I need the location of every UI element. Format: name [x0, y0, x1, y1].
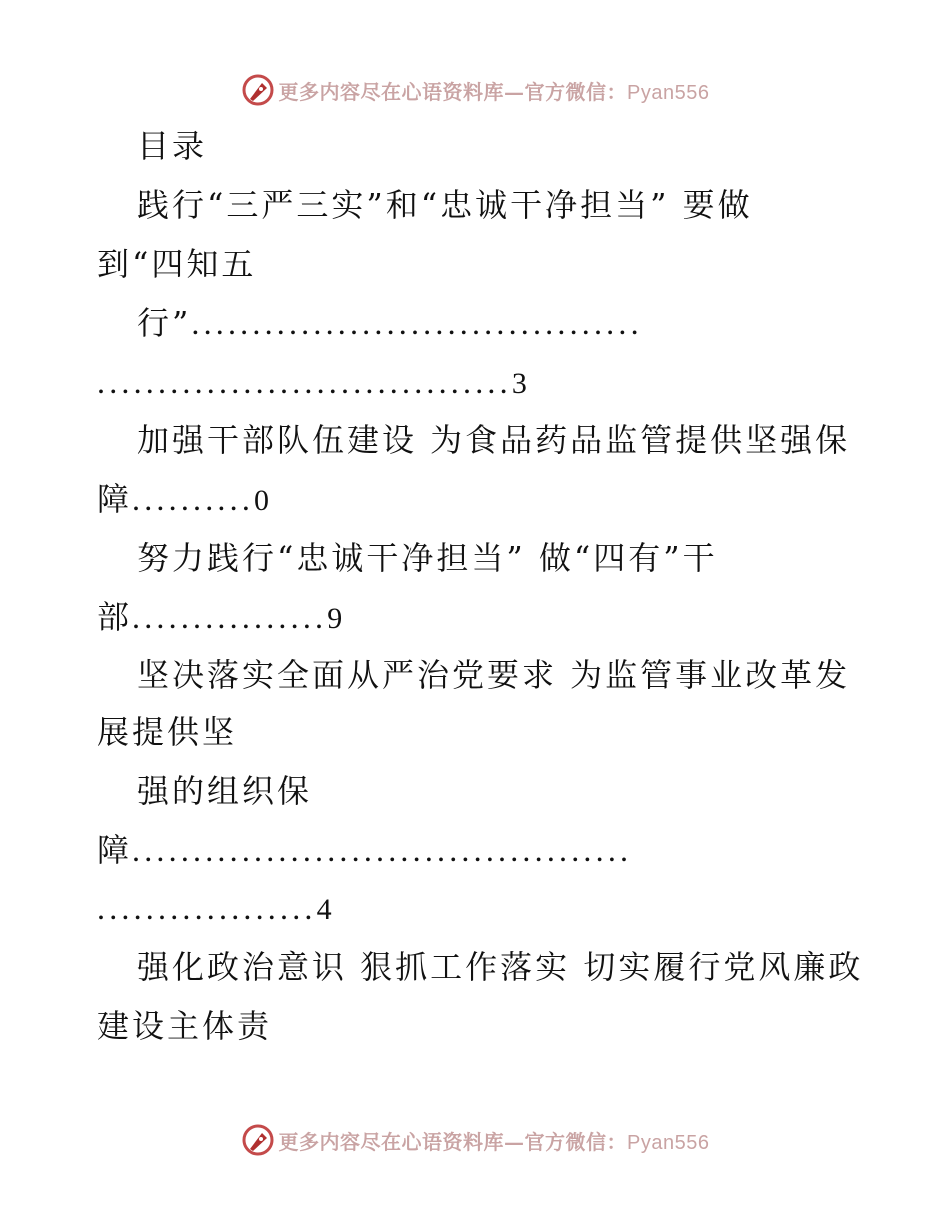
header-watermark	[0, 70, 950, 110]
toc-entry-1-line-3[interactable]	[137, 303, 643, 343]
toc-entry-4-text: 障	[97, 831, 133, 869]
toc-entry-2-page: 0	[254, 484, 270, 517]
toc-entry-1-leader: .....................................	[191, 305, 643, 341]
toc-entry-2-text: 障	[97, 480, 133, 518]
toc-entry-4-leader-2: ..................	[97, 890, 317, 926]
toc-entry-4-page: 4	[316, 893, 332, 926]
toc-entry-3-page: 9	[327, 602, 343, 635]
footer-watermark	[0, 1120, 950, 1160]
toc-entry-1-line-1[interactable]: 践行“三严三实”和“忠诚干净担当” 要做	[137, 186, 753, 224]
toc-entry-1-page: 3	[511, 367, 527, 400]
toc-entry-1-line-2[interactable]: 到“四知五	[97, 245, 257, 283]
watermark-text: 更多内容尽在心语资料库—官方微信：	[278, 1129, 628, 1154]
watermark-account: Pyan556	[627, 1131, 710, 1154]
toc-entry-2-line-2[interactable]	[97, 479, 269, 521]
watermark-account: Pyan556	[627, 81, 710, 104]
toc-entry-3-line-2[interactable]	[97, 597, 342, 639]
toc-entry-5-line-1[interactable]: 强化政治意识 狠抓工作落实 切实履行党风廉政	[137, 948, 864, 986]
toc-entry-4-line-2[interactable]: 展提供坚	[97, 713, 238, 751]
pen-nib-seal-icon	[241, 1123, 275, 1157]
toc-heading: 目录	[137, 127, 208, 165]
toc-entry-5-line-2[interactable]: 建设主体责	[97, 1007, 273, 1045]
toc-entry-2-leader: ..........	[132, 481, 255, 517]
toc-entry-4-line-5[interactable]	[97, 888, 332, 930]
pen-nib-seal-icon	[241, 73, 275, 107]
toc-entry-1-line-4[interactable]	[97, 362, 527, 404]
toc-entry-3-leader: ................	[132, 599, 328, 635]
toc-entry-3-text: 部	[97, 598, 133, 636]
toc-entry-3-line-1[interactable]: 努力践行“忠诚干净担当” 做“四有”干	[137, 539, 718, 577]
toc-entry-4-line-4[interactable]	[97, 830, 632, 870]
toc-entry-1-text: 行”	[137, 304, 192, 342]
toc-entry-1-leader-2: ..................................	[97, 364, 512, 400]
toc-entry-2-line-1[interactable]: 加强干部队伍建设 为食品药品监管提供坚强保	[137, 421, 851, 459]
toc-entry-4-line-3[interactable]: 强的组织保	[137, 772, 313, 810]
toc-entry-4-leader: .........................................	[132, 832, 633, 868]
watermark-text: 更多内容尽在心语资料库—官方微信：	[278, 79, 628, 104]
toc-entry-4-line-1[interactable]: 坚决落实全面从严治党要求 为监管事业改革发	[137, 656, 851, 694]
